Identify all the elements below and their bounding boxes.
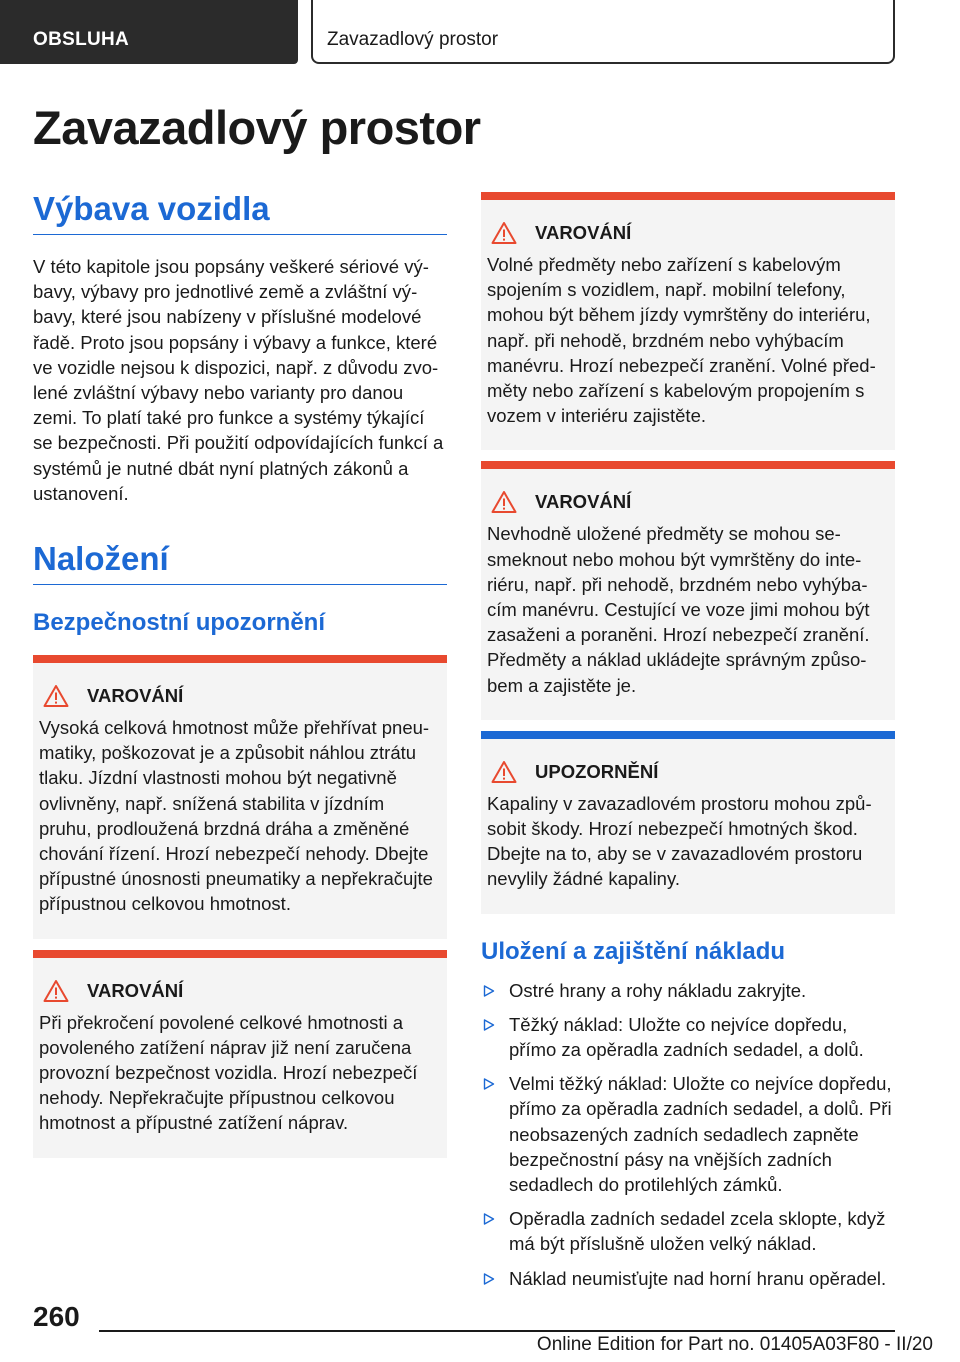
warning-header: [39, 683, 441, 709]
section-label: OBSLUHA: [33, 29, 130, 50]
warning-header: [487, 220, 889, 246]
triangle-right-icon: [483, 1273, 495, 1285]
list-item-text: Těžký náklad: Uložte co nejvíce dopředu, přímo za opěradla zadních sedadel, a dolů.: [509, 1013, 864, 1061]
list-item: [481, 1012, 895, 1062]
triangle-right-icon: [483, 985, 495, 997]
list-item: [481, 978, 895, 1003]
section-tab: [0, 0, 298, 64]
warning-text: Nevhodně uložené předměty se mohou sesmeknout nebo mohou být vymrštěny do interiéru, např. při nehodě, brzdném nebo vyhýbacím manévru. Cestující ve voze jimi mohou být zasaženi a poraněni. Hrozí nebezpečí zranění. Předměty a náklad ukládejte správným způsobem a zajistěte je.: [487, 523, 870, 696]
warning-box: [33, 655, 447, 939]
list-item-text: Opěradla zadních sedadel zcela sklopte, když má být příslušně uložen velký náklad.: [509, 1208, 886, 1255]
warning-triangle-icon: [43, 979, 69, 1003]
left-column: [33, 190, 447, 1158]
warning-text: Volné předměty nebo zařízení s kabelovým spojením s vozidlem, např. mobilní telefony, mohou být během jízdy vymrštěny do interiéru, např. při nehodě, brzdném nebo vyhýbacím manévru. Hrozí nebezpečí zranění. Volné předměty nebo zařízení s kabelovým propojením s vozem v interiéru zajistěte.: [487, 254, 876, 427]
warning-triangle-icon: [491, 490, 517, 514]
warning-header: [39, 978, 441, 1004]
list-item-text: Ostré hrany a rohy nákladu zakryjte.: [509, 979, 807, 1001]
securing-list: [481, 978, 895, 1291]
warning-box: [33, 950, 447, 1158]
warning-box: [481, 192, 895, 450]
securing-heading: Uložení a zajištění nákladu: [481, 937, 786, 965]
warning-triangle-icon: [491, 760, 517, 784]
chapter-label: Zavazadlový prostor: [327, 29, 499, 50]
triangle-right-icon: [483, 1213, 495, 1225]
equipment-heading: Výbava vozidla: [33, 190, 447, 235]
warning-triangle-icon: [491, 221, 517, 245]
warning-box: [481, 461, 895, 719]
right-column: [481, 192, 895, 1300]
list-item-text: Náklad neumisťujte nad horní hranu opěradel.: [509, 1267, 887, 1289]
notice-text: Kapaliny v zavazadlovém prostoru mohou způsobit škody. Hrozí nebezpečí hmotných škod. Dbejte na to, aby se v zavazadlovém prostoru nevylily žádné kapaliny.: [487, 792, 872, 890]
notice-box: [481, 731, 895, 914]
warning-header: [487, 489, 889, 515]
warning-triangle-icon: [43, 684, 69, 708]
safety-heading: Bezpečnostní upozornění: [33, 609, 326, 637]
list-item-text: Velmi těžký náklad: Uložte co nejvíce dopředu, přímo za opěradla zadních sedadel, a dolů. Při neobsazených zadních sedadlech zapněte bezpečnostní pásy na vnějších zadních sedadlech do protilehlých zámků.: [509, 1073, 892, 1196]
triangle-right-icon: [483, 1019, 495, 1031]
list-item: [481, 1206, 895, 1256]
footer-divider: [99, 1330, 895, 1332]
equipment-text: V této kapitole jsou popsány veškeré sériové výbavy, výbavy pro jednotlivé země a zvláštní výbavy, které jsou nabízeny v příslušné modelové řadě. Proto jsou popsány i výbavy a funkce, které ve vozidle nejsou k dispozici, např. z důvodu zvolené zvláštní výbavy nebo varianty pro danou zemi. To platí také pro funkce a systémy týkající se bezpečnosti. Při použití odpovídajících funkcí a systémů je nutné dbát nyní platných zákonů a ustanovení.: [33, 256, 444, 504]
page-number: 260: [33, 1301, 80, 1332]
warning-text: Vysoká celková hmotnost může přehřívat pneumatiky, poškozovat je a způsobit náhlou ztrátu tlaku. Jízdní vlastnosti mohou být negativně ovlivněny, např. snížená stabilita v jízdním pruhu, prodloužená brzdná dráha a změněné chování řízení. Hrozí nebezpečí nehody. Dbejte přípustné únosnosti pneumatiky a nepřekračujte přípustnou celkovou hmotnost.: [39, 717, 433, 915]
chapter-header: [311, 0, 895, 64]
list-item: [481, 1266, 895, 1291]
list-item: [481, 1071, 895, 1197]
loading-heading: Naložení: [33, 540, 447, 585]
warning-label: VAROVÁNÍ: [87, 979, 184, 1001]
warning-label: VAROVÁNÍ: [535, 491, 632, 513]
notice-label: UPOZORNĚNÍ: [535, 760, 659, 782]
warning-label: VAROVÁNÍ: [535, 222, 632, 243]
triangle-right-icon: [483, 1078, 495, 1090]
page-title: Zavazadlový prostor: [33, 101, 481, 154]
footer-edition: Online Edition for Part no. 01405A03F80 - II/20: [536, 1334, 933, 1355]
notice-header: [487, 759, 889, 785]
warning-label: VAROVÁNÍ: [87, 685, 184, 707]
warning-text: Při překročení povolené celkové hmotnosti a povoleného zatížení náprav již není zaručena provozní bezpečnost vozidla. Hrozí nebezpečí nehody. Nepřekračujte přípustnou celkovou hmotnost a přípustné zatížení náprav.: [39, 1011, 418, 1134]
